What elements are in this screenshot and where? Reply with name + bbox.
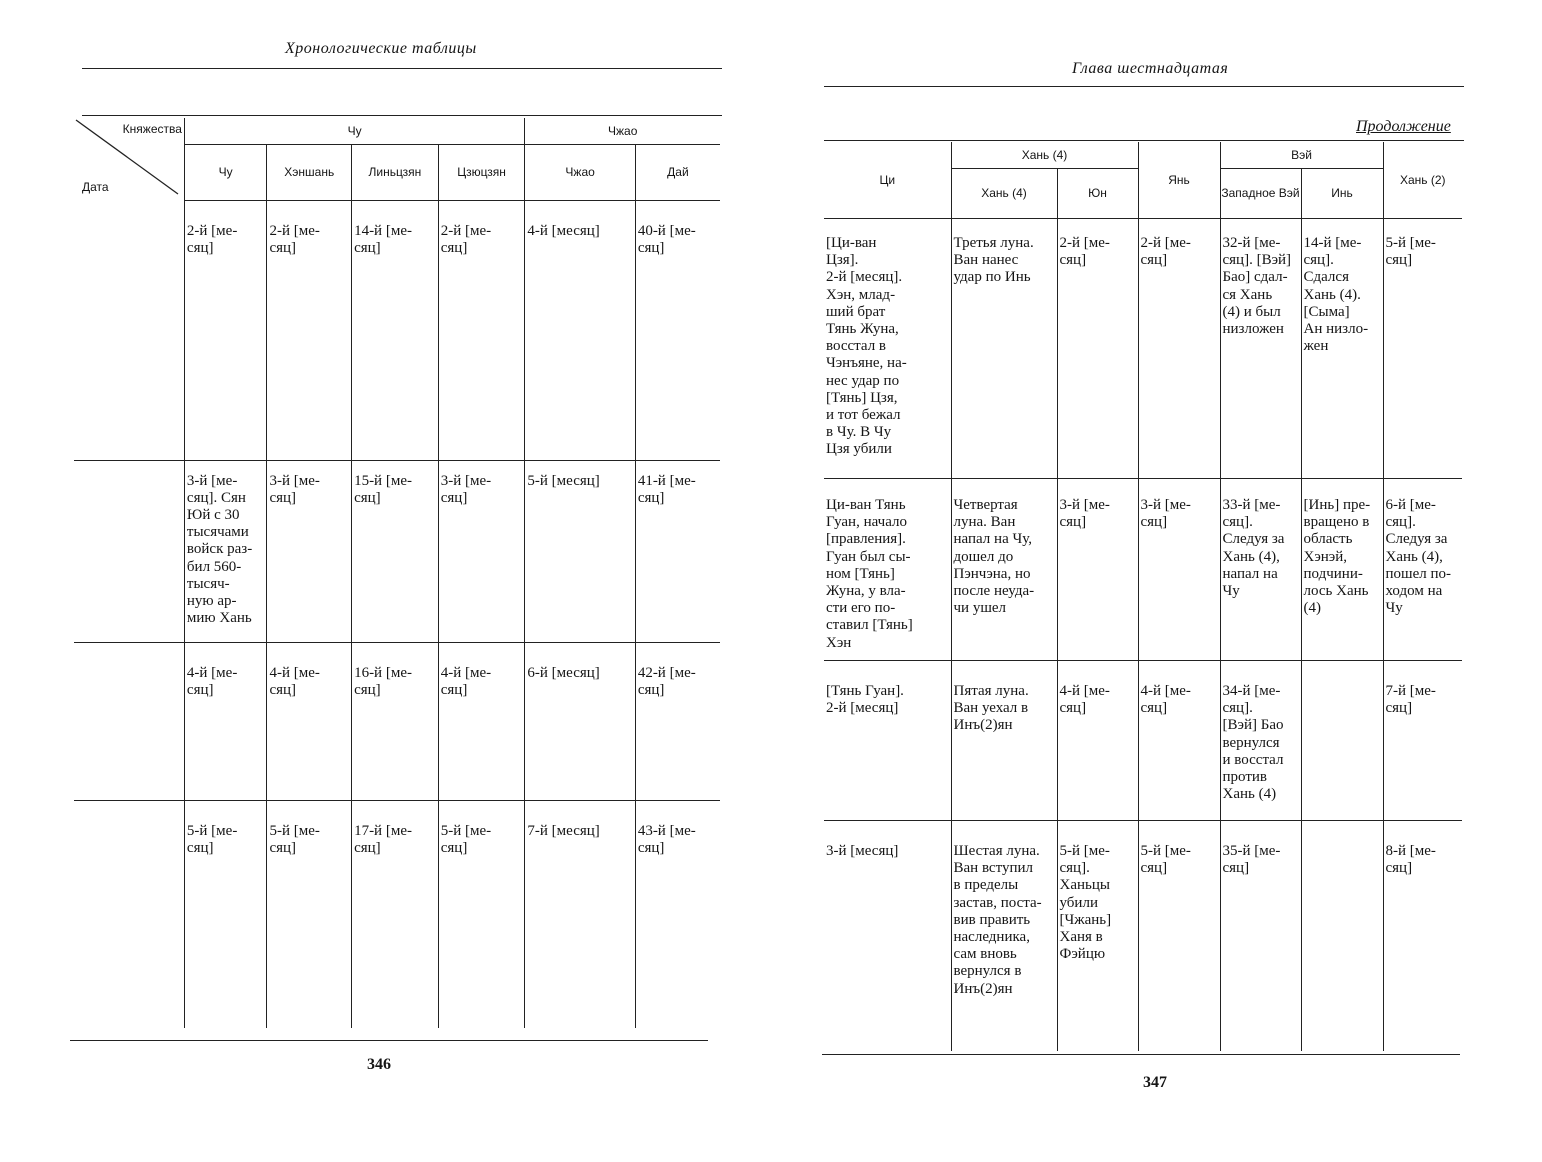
corner-header <box>74 118 184 200</box>
table-cell: 2-й [ме- сяц] <box>1057 219 1138 479</box>
table-cell <box>1301 661 1383 821</box>
table-cell: 6-й [месяц] <box>525 642 635 800</box>
column-header: Западное Вэй <box>1220 168 1301 218</box>
column-header: Хэншань <box>267 144 352 200</box>
right-head-rule <box>824 86 1464 87</box>
column-header: Чу <box>184 144 267 200</box>
table-cell: 34-й [ме- сяц]. [Вэй] Бао вернулся и восстал против Хань (4) <box>1220 661 1301 821</box>
table-cell: 3-й [ме- сяц] <box>1138 479 1220 661</box>
table-cell: 35-й [ме- сяц] <box>1220 821 1301 1051</box>
table-cell: 7-й [месяц] <box>525 800 635 1028</box>
column-header: Линьцзян <box>352 144 439 200</box>
table-row <box>74 460 720 642</box>
corner-header-principalities: Княжества <box>122 122 182 136</box>
table-cell: 5-й [ме- сяц]. Ханьцы убили [Чжань] Ханя в Фэйцю <box>1057 821 1138 1051</box>
table-cell: [Ци-ван Цзя]. 2-й [месяц]. Хэн, млад- ший брат Тянь Жуна, восстал в Чэнъяне, на- нес удар по [Тянь] Цзя, и тот бежал в Чу. В Чу Цзя убили <box>824 219 951 479</box>
table-cell: 7-й [ме- сяц] <box>1383 661 1462 821</box>
column-header: Цзюцзян <box>438 144 525 200</box>
column-header-yan: Янь <box>1138 142 1220 219</box>
table-cell: 4-й [ме- сяц] <box>267 642 352 800</box>
right-chronology-table <box>824 142 1462 1051</box>
table-row <box>74 800 720 1028</box>
table-cell: 4-й [ме- сяц] <box>438 642 525 800</box>
table-cell <box>74 800 184 1028</box>
table-cell: 16-й [ме- сяц] <box>352 642 439 800</box>
table-cell: Ци-ван Тянь Гуан, начало [правления]. Гуан был сы- ном [Тянь] Жуна, у вла- сти его по- ставил [Тянь] Хэн <box>824 479 951 661</box>
table-cell: 6-й [ме- сяц]. Следуя за Хань (4), пошел по- ходом на Чу <box>1383 479 1462 661</box>
table-cell: 3-й [месяц] <box>824 821 951 1051</box>
table-cell: 32-й [ме- сяц]. [Вэй] Бао] сдал- ся Хань (4) и был низложен <box>1220 219 1301 479</box>
table-row <box>824 219 1462 479</box>
table-cell: Шестая луна. Ван вступил в пределы застав, поста- вив править наследника, сам вновь вернулся в Инъ(2)ян <box>951 821 1057 1051</box>
left-page <box>0 0 760 1162</box>
column-header-han2: Хань (2) <box>1383 142 1462 219</box>
column-header: Инь <box>1301 168 1383 218</box>
table-row <box>74 200 720 460</box>
table-cell: 8-й [ме- сяц] <box>1383 821 1462 1051</box>
left-running-head: Хронологические таблицы <box>285 40 477 57</box>
table-cell: 5-й [ме- сяц] <box>1138 821 1220 1051</box>
table-cell: 5-й [ме- сяц] <box>1383 219 1462 479</box>
left-head-rule <box>82 68 722 69</box>
right-page-number: 347 <box>1143 1074 1167 1091</box>
table-cell: 4-й [месяц] <box>525 200 635 460</box>
right-table-top-rule <box>824 140 1464 141</box>
table-cell: 14-й [ме- сяц]. Сдался Хань (4). [Сыма] Ан низло- жен <box>1301 219 1383 479</box>
table-cell: 5-й [ме- сяц] <box>438 800 525 1028</box>
group-header-vei: Вэй <box>1220 142 1383 168</box>
table-cell: 5-й [месяц] <box>525 460 635 642</box>
table-cell: 42-й [ме- сяц] <box>635 642 720 800</box>
table-cell: 17-й [ме- сяц] <box>352 800 439 1028</box>
table-cell: [Инь] пре- вращено в область Хэнэй, подчини- лось Хань (4) <box>1301 479 1383 661</box>
table-cell: 41-й [ме- сяц] <box>635 460 720 642</box>
group-header-han4: Хань (4) <box>951 142 1138 168</box>
table-cell: 2-й [ме- сяц] <box>267 200 352 460</box>
table-cell: 2-й [ме- сяц] <box>184 200 267 460</box>
table-row <box>824 479 1462 661</box>
group-header-chzhao: Чжао <box>525 118 720 144</box>
table-cell: 3-й [ме- сяц] <box>1057 479 1138 661</box>
table-cell: 4-й [ме- сяц] <box>184 642 267 800</box>
table-row <box>74 642 720 800</box>
table-cell: Пятая луна. Ван уехал в Инъ(2)ян <box>951 661 1057 821</box>
table-cell: 3-й [ме- сяц]. Сян Юй с 30 тысячами войск раз- бил 560- тысяч- ную ар- мию Хань <box>184 460 267 642</box>
table-cell: 4-й [ме- сяц] <box>1057 661 1138 821</box>
table-cell: 4-й [ме- сяц] <box>1138 661 1220 821</box>
table-cell: Третья луна. Ван нанес удар по Инь <box>951 219 1057 479</box>
table-cell: 33-й [ме- сяц]. Следуя за Хань (4), напал на Чу <box>1220 479 1301 661</box>
column-header: Хань (4) <box>951 168 1057 218</box>
table-cell: 43-й [ме- сяц] <box>635 800 720 1028</box>
table-cell <box>74 200 184 460</box>
continued-label: Продолжение <box>1356 118 1451 135</box>
group-header-chu: Чу <box>184 118 525 144</box>
table-row <box>824 661 1462 821</box>
table-cell: 3-й [ме- сяц] <box>267 460 352 642</box>
table-cell <box>74 642 184 800</box>
right-running-head: Глава шестнадцатая <box>1072 60 1229 77</box>
table-cell: Четвертая луна. Ван напал на Чу, дошел до Пэнчэна, но после неуда- чи ушел <box>951 479 1057 661</box>
left-chronology-table <box>74 118 720 1028</box>
table-row <box>824 821 1462 1051</box>
table-cell: 40-й [ме- сяц] <box>635 200 720 460</box>
table-cell: 3-й [ме- сяц] <box>438 460 525 642</box>
table-cell: 2-й [ме- сяц] <box>1138 219 1220 479</box>
left-table-bottom-rule <box>70 1040 708 1041</box>
left-page-number: 346 <box>367 1056 391 1073</box>
table-cell: 5-й [ме- сяц] <box>267 800 352 1028</box>
table-cell: 2-й [ме- сяц] <box>438 200 525 460</box>
right-table-bottom-rule <box>822 1054 1460 1055</box>
table-cell: 14-й [ме- сяц] <box>352 200 439 460</box>
corner-header-date: Дата <box>82 180 109 194</box>
column-header: Дай <box>635 144 720 200</box>
table-cell: 15-й [ме- сяц] <box>352 460 439 642</box>
table-cell: [Тянь Гуан]. 2-й [месяц] <box>824 661 951 821</box>
column-header-tsi: Ци <box>824 142 951 219</box>
column-header: Юн <box>1057 168 1138 218</box>
column-header: Чжао <box>525 144 635 200</box>
table-cell: 5-й [ме- сяц] <box>184 800 267 1028</box>
left-table-top-rule <box>82 115 722 116</box>
table-cell <box>74 460 184 642</box>
right-page <box>770 0 1542 1162</box>
table-cell <box>1301 821 1383 1051</box>
